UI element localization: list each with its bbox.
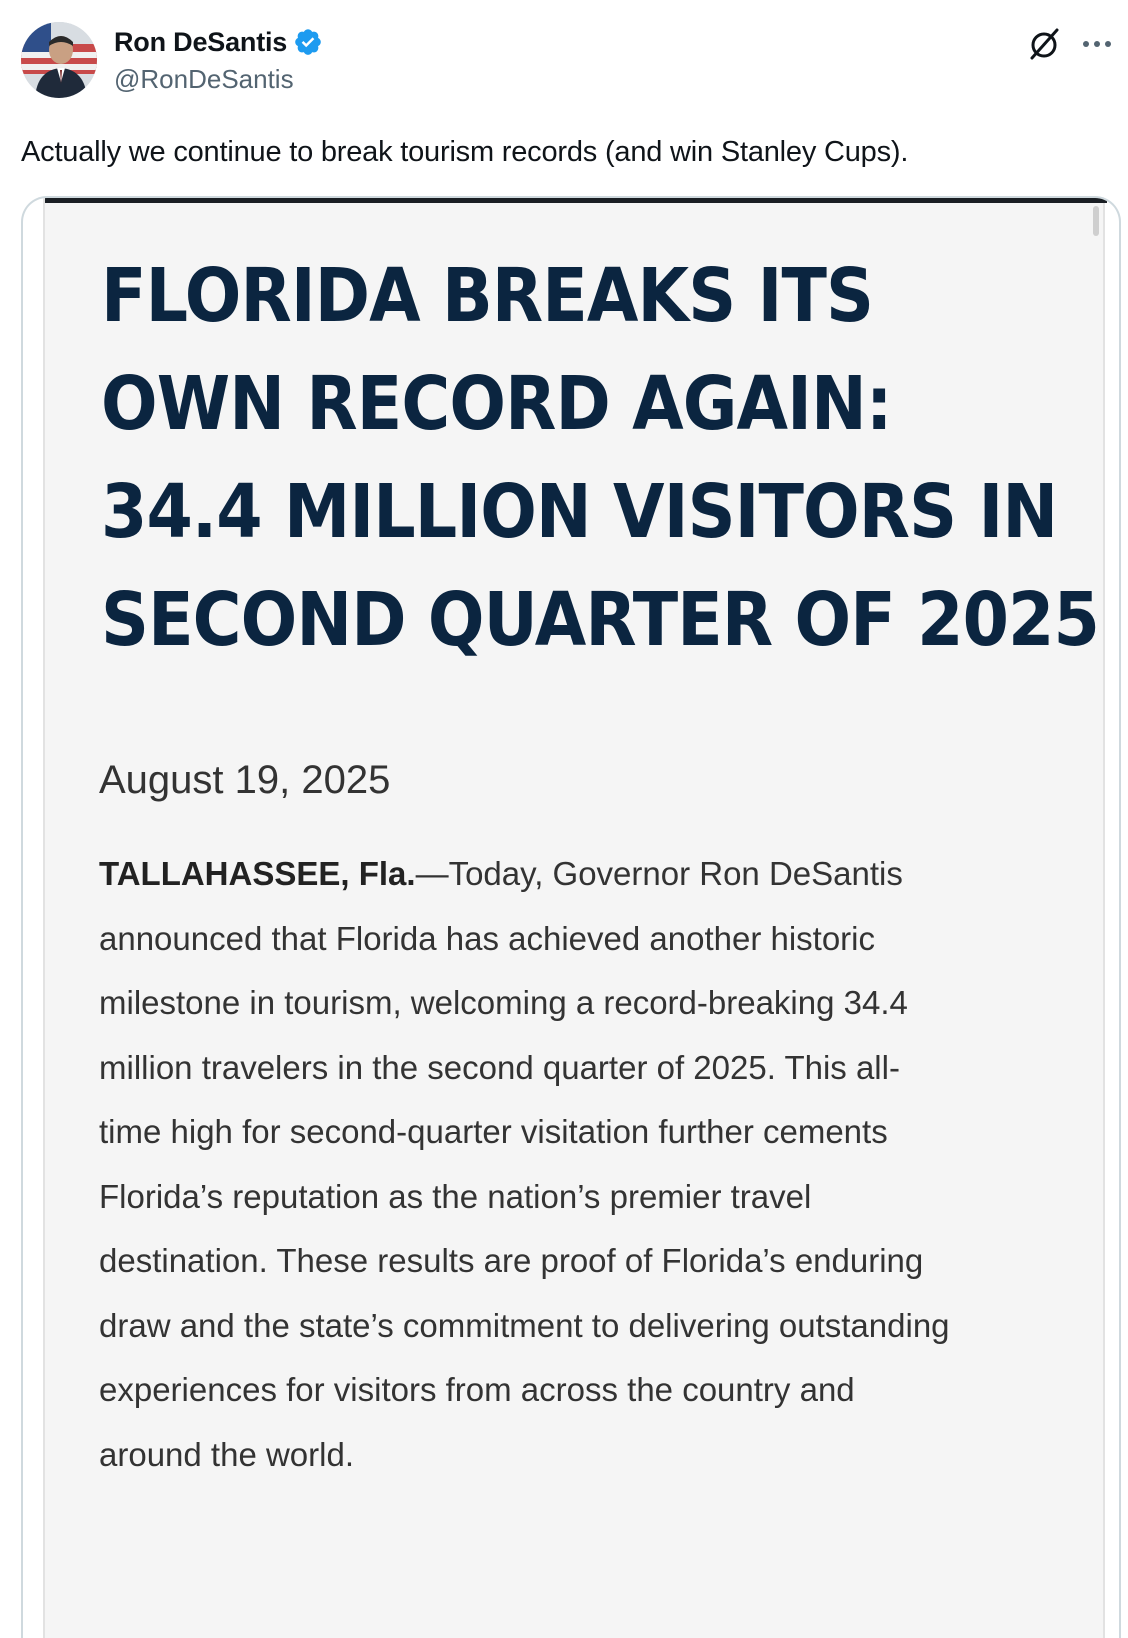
- verified-badge-icon[interactable]: [293, 27, 323, 57]
- body-line: experiences for visitors from across the country and: [99, 1371, 855, 1408]
- body-line: draw and the state’s commitment to delivering outstanding: [99, 1306, 950, 1344]
- headline-line: OWN RECORD AGAIN:: [101, 361, 892, 447]
- author-info: [114, 24, 323, 95]
- body-line: Florida’s reputation as the nation’s premier travel: [99, 1177, 812, 1215]
- body-line: destination. These results are proof of Florida’s enduring: [99, 1242, 924, 1279]
- body-line: around the world.: [99, 1435, 354, 1473]
- press-release-body: [99, 842, 1059, 1487]
- media-top-bar: [45, 198, 1107, 203]
- headline-line: FLORIDA BREAKS ITS: [101, 253, 874, 339]
- handle[interactable]: @RonDeSantis: [114, 64, 294, 94]
- tweet-media[interactable]: [21, 196, 1121, 1638]
- body-line: announced that Florida has achieved another historic: [99, 919, 875, 957]
- body-line: milestone in tourism, welcoming a record-breaking 34.4: [99, 984, 908, 1021]
- display-name[interactable]: Ron DeSantis: [114, 26, 288, 57]
- grok-icon[interactable]: [1026, 26, 1062, 62]
- tweet-text: Actually we continue to break tourism records (and win Stanley Cups).: [21, 136, 909, 168]
- scrollbar-thumb: [1093, 206, 1099, 236]
- avatar-photo-icon: [21, 22, 97, 98]
- dateline: TALLAHASSEE, Fla.: [99, 855, 416, 892]
- avatar[interactable]: [21, 22, 97, 98]
- body-line: million travelers in the second quarter of 2025. This all-: [99, 1048, 900, 1086]
- body-line: [99, 842, 1059, 907]
- more-options-icon[interactable]: [1080, 30, 1114, 58]
- body-line-rest: —Today, Governor Ron DeSantis: [415, 855, 903, 892]
- press-release-headline: [101, 242, 1099, 674]
- press-release-date: August 19, 2025: [99, 758, 391, 802]
- headline-line: 34.4 MILLION VISITORS IN: [101, 469, 1058, 555]
- name-row: [114, 24, 323, 60]
- press-release-screenshot: [43, 198, 1105, 1638]
- body-line: time high for second-quarter visitation further cements: [99, 1113, 888, 1150]
- headline-line: SECOND QUARTER OF 2025: [101, 577, 1099, 663]
